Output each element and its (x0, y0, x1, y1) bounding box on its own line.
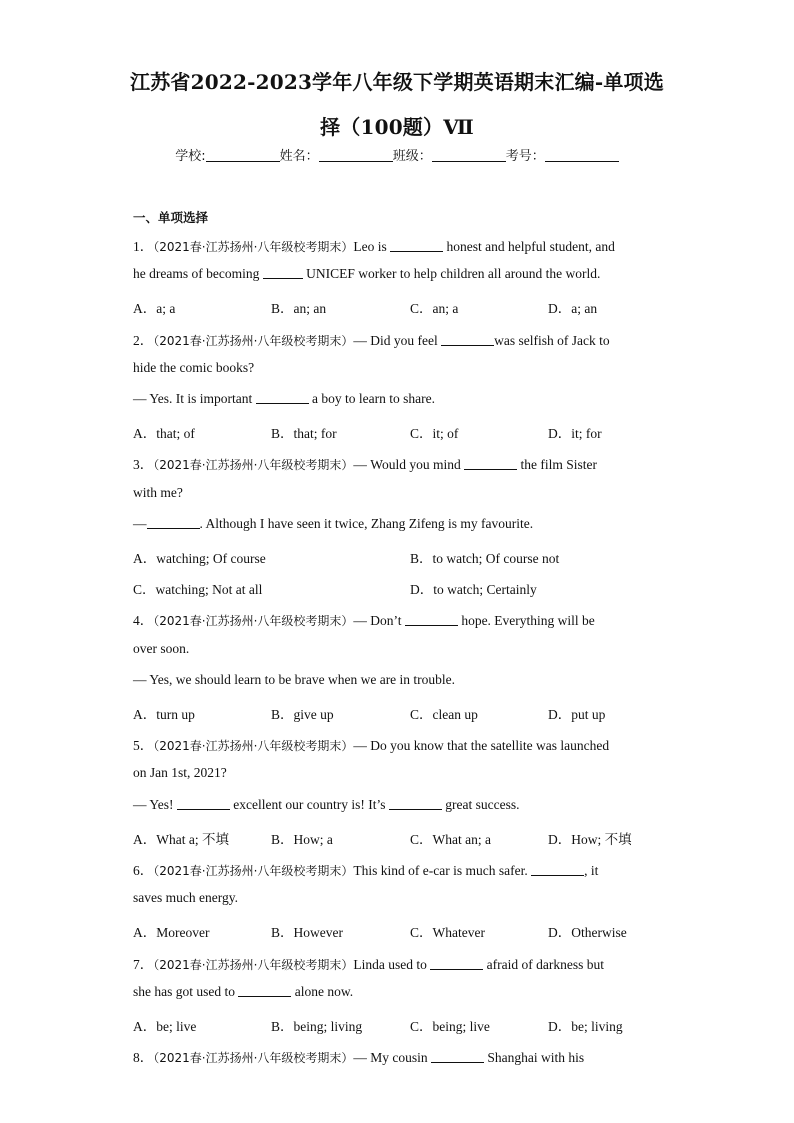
option-d[interactable]: D．it; for (548, 426, 602, 441)
answer-blank (263, 267, 303, 279)
question-number: 3． (133, 457, 154, 472)
option-c[interactable]: C．clean up (410, 707, 478, 722)
source-tag: （2021春·江苏扬州·八年级校考期末） (153, 1051, 354, 1065)
source-tag: （2021春·江苏扬州·八年级校考期末） (153, 739, 354, 753)
question-3-line-1: 3．（2021春·江苏扬州·八年级校考期末）— Would you mind the film Sister (133, 457, 597, 472)
option-b[interactable]: B．to watch; Of course not (410, 551, 560, 566)
answer-blank (531, 864, 584, 876)
answer-blank (441, 334, 494, 346)
option-c[interactable]: C．it; of (410, 426, 459, 441)
answer-blank (238, 985, 291, 997)
question-number: 4． (133, 613, 154, 628)
option-a[interactable]: A．turn up (133, 707, 195, 722)
option-a[interactable]: A．be; live (133, 1019, 197, 1034)
class-label: 班级： (392, 149, 432, 164)
option-d[interactable]: D．put up (548, 707, 606, 722)
question-5-line-1: 5．（2021春·江苏扬州·八年级校考期末）— Do you know that the satellite was launched (133, 738, 610, 753)
question-1-line-2: he dreams of becoming UNICEF worker to help children all around the world. (133, 266, 601, 281)
question-4-line-1: 4．（2021春·江苏扬州·八年级校考期末）— Don’t hope. Everything will be (133, 613, 595, 628)
source-tag: （2021春·江苏扬州·八年级校考期末） (153, 614, 354, 628)
option-a[interactable]: A．that; of (133, 426, 195, 441)
question-7-line-2: she has got used to alone now. (133, 984, 354, 999)
option-c[interactable]: C．being; live (410, 1019, 490, 1034)
question-3-options-row-1 (133, 547, 733, 565)
question-number: 1． (133, 239, 154, 254)
option-b[interactable]: B．being; living (271, 1019, 363, 1034)
student-info-row (0, 145, 794, 164)
option-a[interactable]: A．Moreover (133, 925, 210, 940)
question-2-line-2: hide the comic books? (133, 360, 255, 375)
question-3-line-2: with me? (133, 485, 183, 500)
name-label: 姓名： (279, 149, 319, 164)
source-tag: （2021春·江苏扬州·八年级校考期末） (153, 864, 354, 878)
school-blank[interactable] (206, 149, 280, 162)
question-1-line-1: 1．（2021春·江苏扬州·八年级校考期末）Leo is honest and helpful student, and (133, 239, 615, 254)
question-5-line-3: — Yes! excellent our country is! It’s great success. (133, 797, 520, 812)
question-1-options (133, 297, 733, 315)
option-d[interactable]: D．be; living (548, 1019, 623, 1034)
question-number: 5． (133, 738, 154, 753)
question-5-options (133, 828, 733, 846)
option-b[interactable]: B．give up (271, 707, 334, 722)
option-a[interactable]: A．a; a (133, 301, 176, 316)
answer-blank (390, 240, 443, 252)
question-2-options (133, 422, 733, 440)
option-c[interactable]: C．What an; a (410, 832, 491, 847)
question-3-options-row-2 (133, 578, 733, 596)
question-6-options (133, 921, 733, 939)
question-number: 8． (133, 1050, 154, 1065)
source-tag: （2021春·江苏扬州·八年级校考期末） (153, 240, 354, 254)
number-label: 考号： (505, 149, 545, 164)
option-c[interactable]: C．an; a (410, 301, 459, 316)
option-c[interactable]: C．watching; Not at all (133, 582, 263, 597)
option-b[interactable]: B．an; an (271, 301, 327, 316)
name-blank[interactable] (319, 149, 393, 162)
question-number: 7． (133, 957, 154, 972)
question-4-options (133, 703, 733, 721)
answer-blank (405, 614, 458, 626)
option-a[interactable]: A．watching; Of course (133, 551, 266, 566)
option-d[interactable]: D．Otherwise (548, 925, 627, 940)
answer-blank (256, 392, 309, 404)
question-7-options (133, 1015, 733, 1033)
question-6-line-2: saves much energy. (133, 890, 238, 905)
question-2-line-3: — Yes. It is important a boy to learn to share. (133, 391, 435, 406)
question-5-line-2: on Jan 1st, 2021? (133, 765, 227, 780)
option-a[interactable]: A．What a; 不填 (133, 832, 229, 847)
question-6-line-1: 6．（2021春·江苏扬州·八年级校考期末）This kind of e-car is much safer. , it (133, 863, 599, 878)
source-tag: （2021春·江苏扬州·八年级校考期末） (153, 334, 354, 348)
answer-blank (431, 1051, 484, 1063)
class-blank[interactable] (432, 149, 506, 162)
answer-blank (177, 798, 230, 810)
source-tag: （2021春·江苏扬州·八年级校考期末） (153, 958, 354, 972)
question-number: 2． (133, 333, 154, 348)
question-number: 6． (133, 863, 154, 878)
option-d[interactable]: D．a; an (548, 301, 598, 316)
title-line-1: 江苏省2022-2023学年八年级下学期英语期末汇编-单项选 (130, 70, 664, 94)
question-7-line-1: 7．（2021春·江苏扬州·八年级校考期末）Linda used to afraid of darkness but (133, 957, 605, 972)
option-b[interactable]: B．that; for (271, 426, 337, 441)
answer-blank (389, 798, 442, 810)
school-label: 学校: (175, 149, 206, 164)
question-3-line-3: — . Although I have seen it twice, Zhang Zifeng is my favourite. (133, 516, 534, 531)
option-b[interactable]: B．How; a (271, 832, 333, 847)
title-line-2: 择（100题）Ⅶ (320, 115, 474, 139)
question-8-line-1: 8．（2021春·江苏扬州·八年级校考期末）— My cousin Shanghai with his (133, 1050, 585, 1065)
answer-blank (464, 458, 517, 470)
option-d[interactable]: D．to watch; Certainly (410, 582, 537, 597)
option-b[interactable]: B．However (271, 925, 343, 940)
section-title: 一、单项选择 (133, 210, 209, 225)
option-d[interactable]: D．How; 不填 (548, 832, 632, 847)
question-4-line-3: — Yes, we should learn to be brave when we are in trouble. (133, 672, 456, 687)
question-4-line-2: over soon. (133, 641, 190, 656)
question-2-line-1: 2．（2021春·江苏扬州·八年级校考期末）— Did you feel was selfish of Jack to (133, 333, 610, 348)
answer-blank (147, 517, 200, 529)
source-tag: （2021春·江苏扬州·八年级校考期末） (153, 458, 354, 472)
option-c[interactable]: C．Whatever (410, 925, 485, 940)
answer-blank (430, 958, 483, 970)
number-blank[interactable] (545, 149, 619, 162)
